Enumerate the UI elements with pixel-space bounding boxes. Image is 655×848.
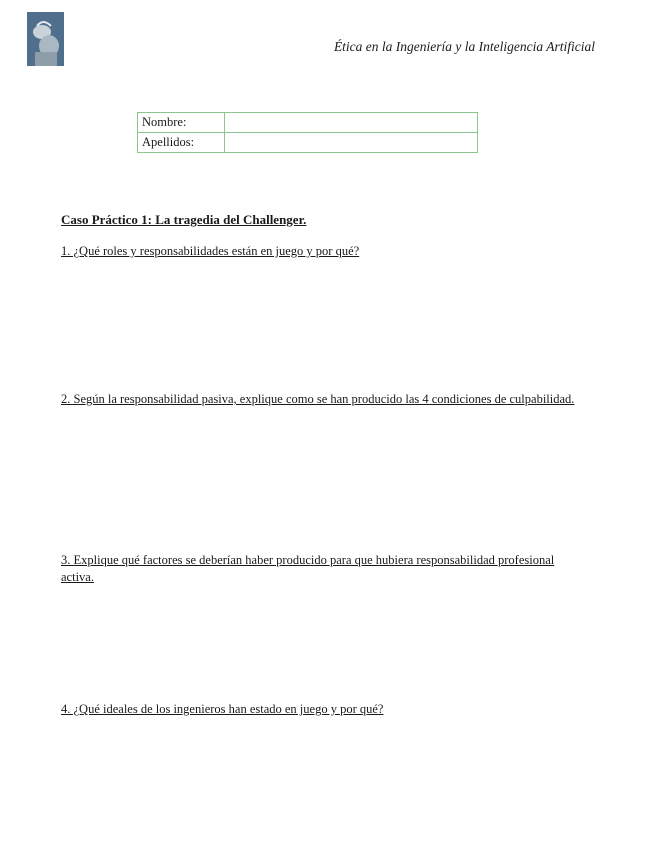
logo-image <box>27 12 64 66</box>
student-info-table <box>137 112 478 153</box>
question-1: 1. ¿Qué roles y responsabilidades están en juego y por qué? <box>61 244 360 258</box>
table-row <box>138 113 478 133</box>
question-3: 3. Explique qué factores se deberían haber producido para que hubiera responsabilidad profesional activa. <box>61 553 555 584</box>
question-4: 4. ¿Qué ideales de los ingenieros han estado en juego y por qué? <box>61 702 384 716</box>
document-header-title: Ética en la Ingeniería y la Inteligencia Artificial <box>333 39 595 54</box>
name-field[interactable] <box>225 113 478 133</box>
question-2: 2. Según la responsabilidad pasiva, explique como se han producido las 4 condiciones de culpabilidad. <box>61 392 575 406</box>
name-label: Nombre: <box>138 113 225 133</box>
surname-field[interactable] <box>225 133 478 153</box>
table-row <box>138 133 478 153</box>
case-title: Caso Práctico 1: La tragedia del Challenger. <box>61 212 307 227</box>
surname-label: Apellidos: <box>138 133 225 153</box>
